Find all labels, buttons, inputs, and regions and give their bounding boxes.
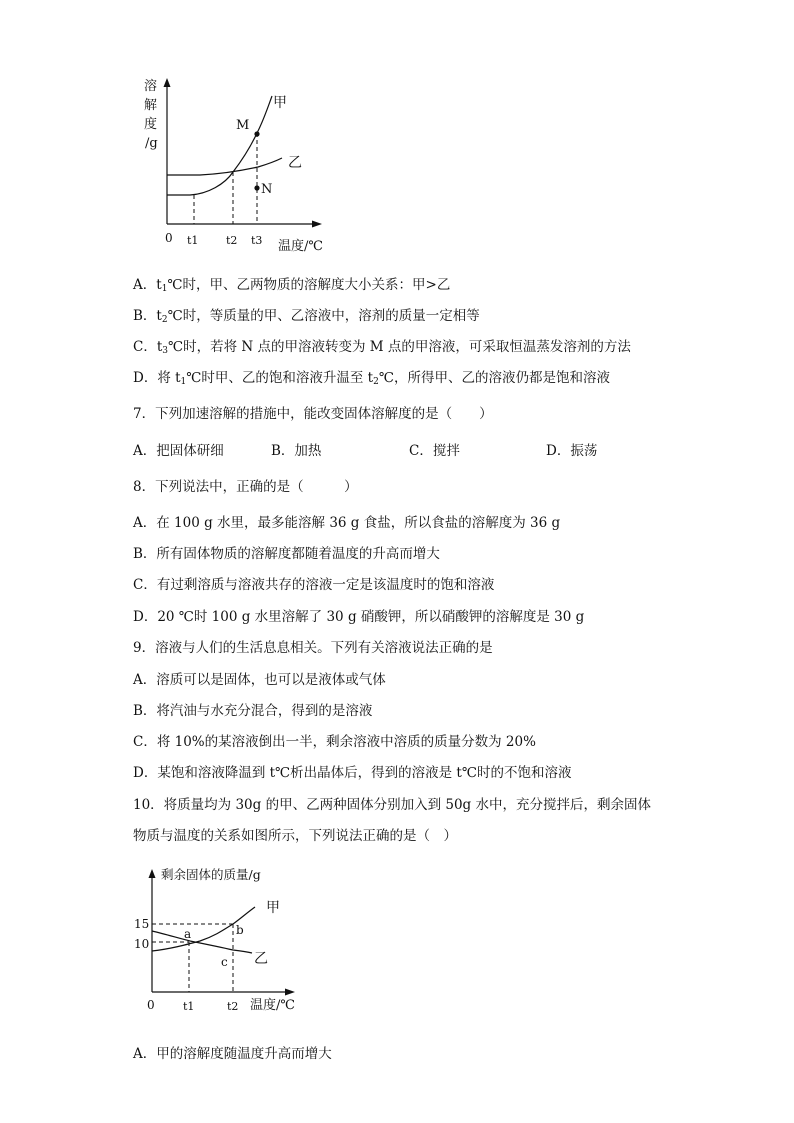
q6-d-pre: D．将 t xyxy=(133,370,181,386)
q10-stem-line1: 10．将质量均为 30g 的甲、乙两种固体分别加入到 50g 水中，充分搅拌后，剩余固体 xyxy=(133,797,651,813)
q10-stem-line2: 物质与温度的关系如图所示，下列说法正确的是（ ） xyxy=(133,828,457,844)
q6-option-d xyxy=(133,369,610,391)
q6-d-mid: ℃时甲、乙的饱和溶液升温至 t xyxy=(186,370,374,386)
q6-option-a xyxy=(133,276,450,298)
q8-stem: 8．下列说法中，正确的是（ ） xyxy=(133,479,358,495)
y-label-char-2: 解 xyxy=(144,98,158,113)
q8-option-b: B．所有固体物质的溶解度都随着温度的升高而增大 xyxy=(133,546,440,562)
q7-stem: 7．下列加速溶解的措施中，能改变固体溶解度的是（ ） xyxy=(133,406,493,422)
y-label-char-1: 溶 xyxy=(144,79,158,94)
y-label-char-4: /g xyxy=(145,136,158,151)
q6-c-post: ℃时，若将 N 点的甲溶液转变为 M 点的甲溶液，可采取恒温蒸发溶剂的方法 xyxy=(168,339,631,355)
curve-yi-label: 乙 xyxy=(288,155,302,171)
q6-b-pre: B．t xyxy=(133,308,162,324)
point-b-label: b xyxy=(236,923,244,937)
y-axis-arrow xyxy=(164,78,171,87)
tick-t1: t1 xyxy=(183,1000,195,1013)
q6-a-sub: 1 xyxy=(161,284,168,294)
q7-option-b: B．加热 xyxy=(271,443,322,459)
x-label: 温度/℃ xyxy=(250,998,295,1013)
q6-d-sub2: 2 xyxy=(373,377,379,387)
origin-label: 0 xyxy=(147,998,155,1012)
q10-option-a: A．甲的溶解度随温度升高而增大 xyxy=(133,1046,332,1062)
curve-jia xyxy=(167,96,272,195)
point-a-label: a xyxy=(184,927,192,941)
tick-t3: t3 xyxy=(251,234,263,247)
point-N xyxy=(254,185,259,190)
q9-option-c: C．将 10%的某溶液倒出一半，剩余溶液中溶质的质量分数为 20% xyxy=(133,734,536,750)
point-c-label: c xyxy=(221,955,228,969)
point-N-label: N xyxy=(261,182,273,197)
q6-d-sub1: 1 xyxy=(180,377,187,387)
curve-jia-label: 甲 xyxy=(266,900,280,916)
y-label-char-3: 度 xyxy=(144,117,158,132)
q8-option-a: A．在 100 g 水里，最多能溶解 36 g 食盐，所以食盐的溶解度为 36 g xyxy=(133,515,561,531)
q7-option-c: C．搅拌 xyxy=(409,443,460,459)
q9-stem: 9．溶液与人们的生活息息相关。下列有关溶液说法正确的是 xyxy=(133,640,493,656)
origin-label: 0 xyxy=(165,231,173,245)
q6-b-post: ℃时，等质量的甲、乙溶液中，溶剂的质量一定相等 xyxy=(167,308,480,324)
x-label: 温度/℃ xyxy=(278,239,323,254)
x-axis-arrow xyxy=(285,989,295,996)
q6-b-sub: 2 xyxy=(161,315,168,325)
q6-d-post: ℃，所得甲、乙的溶液仍都是饱和溶液 xyxy=(378,370,610,386)
q9-option-b: B．将汽油与水充分混合，得到的是溶液 xyxy=(133,703,373,719)
solubility-figure xyxy=(140,74,340,260)
curve-jia-label: 甲 xyxy=(273,95,287,111)
q6-a-post: ℃时，甲、乙两物质的溶解度大小关系：甲>乙 xyxy=(167,277,451,293)
point-M xyxy=(254,131,259,136)
q6-option-b xyxy=(133,307,480,329)
q8-option-c: C．有过剩溶质与溶液共存的溶液一定是该温度时的饱和溶液 xyxy=(133,577,495,593)
q6-option-c xyxy=(133,338,631,360)
q8-option-d: D．20 ℃时 100 g 水里溶解了 30 g 硝酸钾，所以硝酸钾的溶解度是 30 g xyxy=(133,609,585,625)
curve-yi xyxy=(167,158,282,175)
curve-yi-label: 乙 xyxy=(254,951,268,967)
remaining-solid-figure xyxy=(130,862,310,1020)
y-tick-10: 10 xyxy=(134,937,150,951)
q6-a-pre: A．t xyxy=(133,277,162,293)
q9-option-d: D．某饱和溶液降温到 t℃析出晶体后，得到的溶液是 t℃时的不饱和溶液 xyxy=(133,765,572,781)
q9-option-a: A．溶质可以是固体，也可以是液体或气体 xyxy=(133,672,386,688)
y-axis-arrow xyxy=(149,869,156,878)
y-label: 剩余固体的质量/g xyxy=(161,867,261,882)
x-axis-arrow xyxy=(312,221,322,228)
q6-c-pre: C．t xyxy=(133,339,163,355)
q7-option-a: A．把固体研细 xyxy=(133,443,224,459)
q6-c-sub: 3 xyxy=(162,346,168,356)
tick-t2: t2 xyxy=(226,234,238,247)
tick-t2: t2 xyxy=(227,1000,239,1013)
point-M-label: M xyxy=(236,118,250,133)
y-tick-15: 15 xyxy=(134,917,150,931)
q7-option-d: D．振荡 xyxy=(546,443,598,459)
tick-t1: t1 xyxy=(187,234,199,247)
